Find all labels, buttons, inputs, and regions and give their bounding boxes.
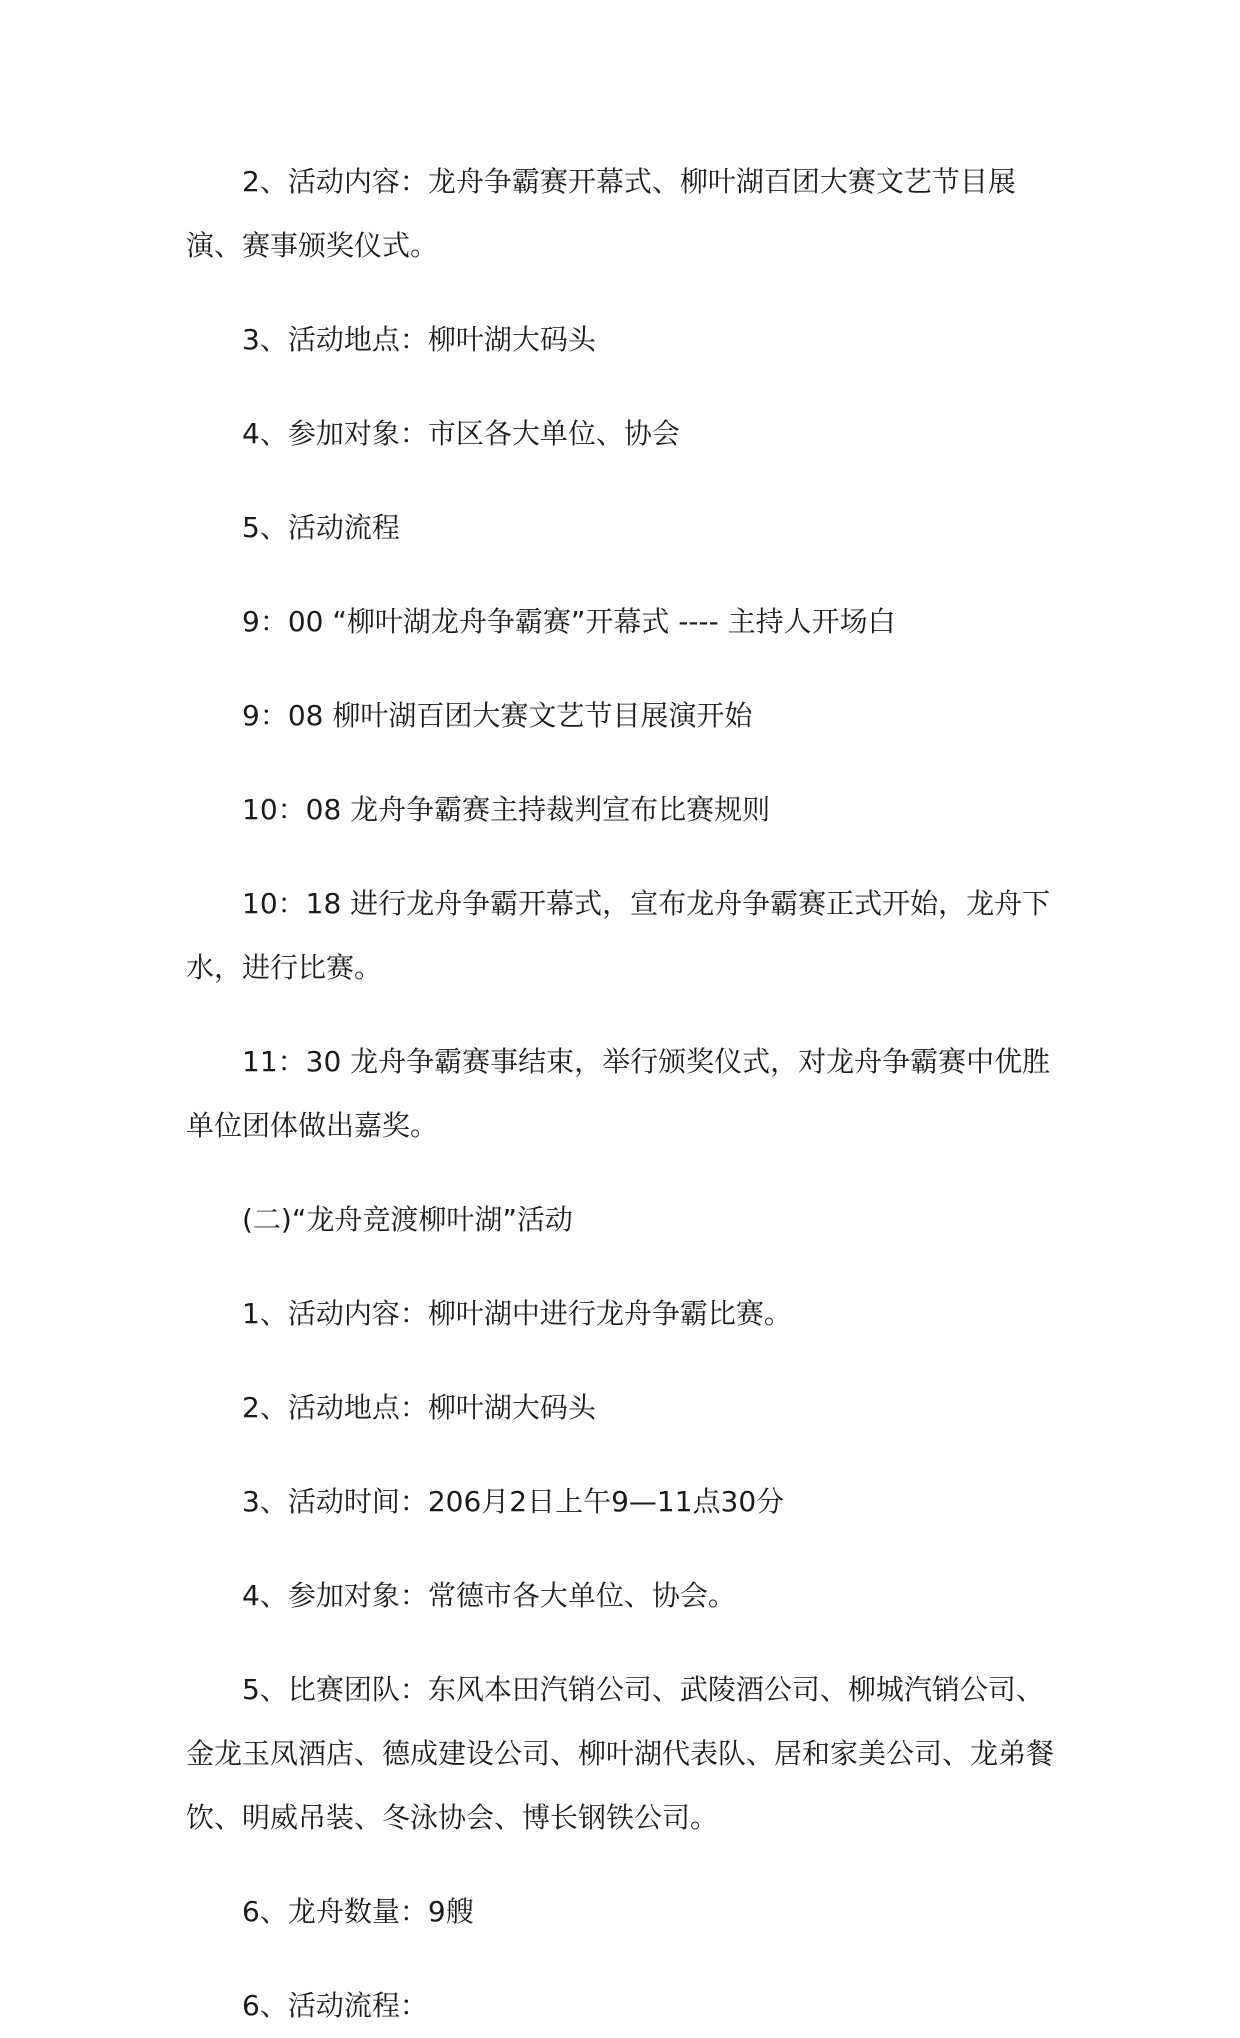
document-body	[186, 150, 1054, 2038]
paragraph-race-content: 1、活动内容：柳叶湖中进行龙舟争霸比赛。	[242, 1297, 792, 1330]
paragraph-participants: 4、参加对象：市区各大单位、协会	[242, 417, 680, 450]
schedule-item-1130: 11：30 龙舟争霸赛事结束，举行颁奖仪式，对龙舟争霸赛中优胜单位团体做出嘉奖。	[186, 1045, 1051, 1142]
paragraph-race-teams: 5、比赛团队：东风本田汽销公司、武陵酒公司、柳城汽销公司、金龙玉凤酒店、德成建设公司、柳叶湖代表队、居和家美公司、龙弟餐饮、明威吊装、冬泳协会、博长钢铁公司。	[186, 1673, 1055, 1834]
paragraph-activity-content: 2、活动内容：龙舟争霸赛开幕式、柳叶湖百团大赛文艺节目展演、赛事颁奖仪式。	[186, 165, 1016, 262]
schedule-item-1008: 10：08 龙舟争霸赛主持裁判宣布比赛规则	[242, 793, 771, 826]
paragraph-race-flow: 6、活动流程：	[242, 1989, 428, 2022]
schedule-item-1018: 10：18 进行龙舟争霸开幕式，宣布龙舟争霸赛正式开始，龙舟下水，进行比赛。	[186, 887, 1051, 984]
paragraph-race-participants: 4、参加对象：常德市各大单位、协会。	[242, 1579, 736, 1612]
paragraph-race-time: 3、活动时间：206月2日上午9—11点30分	[242, 1485, 785, 1518]
schedule-item-0900: 9：00 “柳叶湖龙舟争霸赛”开幕式 ---- 主持人开场白	[242, 605, 896, 638]
paragraph-activity-location: 3、活动地点：柳叶湖大码头	[242, 323, 596, 356]
paragraph-boat-count: 6、龙舟数量：9艘	[242, 1895, 474, 1928]
paragraph-race-location: 2、活动地点：柳叶湖大码头	[242, 1391, 596, 1424]
section-heading-dragon-boat-race: (二)“龙舟竞渡柳叶湖”活动	[242, 1203, 573, 1236]
schedule-item-0908: 9：08 柳叶湖百团大赛文艺节目展演开始	[242, 699, 753, 732]
paragraph-activity-flow: 5、活动流程	[242, 511, 400, 544]
